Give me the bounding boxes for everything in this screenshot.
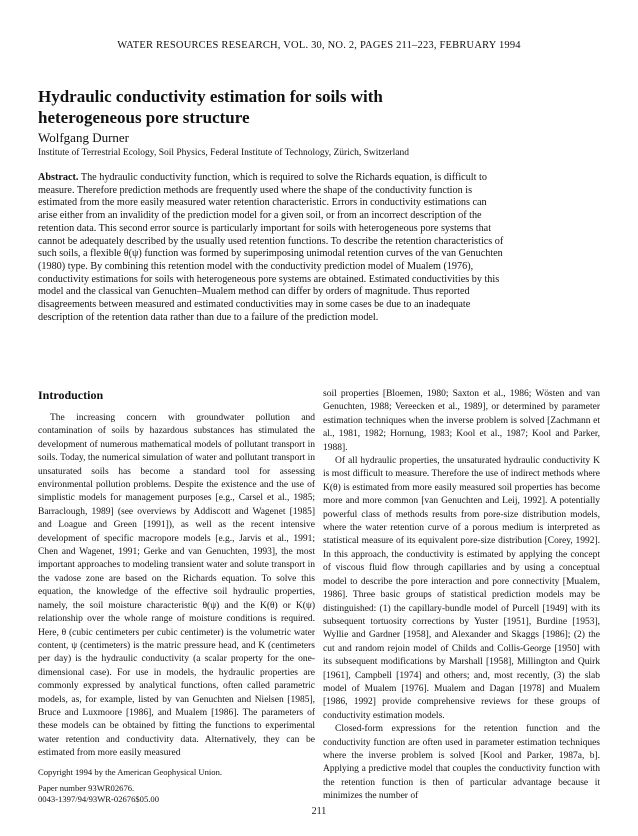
paper-number: Paper number 93WR02676. <box>38 782 135 793</box>
abstract-text: The hydraulic conductivity function, which is required to solve the Richards equation, is difficult to measure. Therefore prediction methods are frequently used where the shape of the conductivity function is estimated from the more easily measured water retention characteristic. Errors in conductivity estimations can arise either from an invalidity of the prediction model for a given soil, or from an incorrect description of the retention data. This second error source is particularly important for soils with heterogeneous pore systems that cannot be adequately described by the usually used retention functions. To describe the retention characteristics of such soils, a flexible θ(ψ) function was formed by superimposing unimodal retention curves of the van Genuchten (1980) type. By combining this retention model with the conductivity prediction model of Mualem (1976), conductivity estimations for soils with heterogeneous pore systems are obtained. Estimated conductivities by this model and the classical van Genuchten–Mualem method can differ by orders of magnitude. Thus reported disagreements between measured and estimated conductivities may in some cases be due to an inadequate description of the retention data rather than due to a failure of the prediction model. <box>38 172 504 323</box>
running-head: WATER RESOURCES RESEARCH, VOL. 30, NO. 2, PAGES 211–223, FEBRUARY 1994 <box>117 40 521 51</box>
right-column <box>323 388 600 804</box>
abstract-label: Abstract. <box>38 172 79 183</box>
introduction-paragraph-2: soil properties [Bloemen, 1980; Saxton et al., 1986; Wösten and van Genuchten, 1988; Vereecken et al., 1989], or determined by parameter estimation techniques when the inverse problem is solved [Zachmann et al., 1981, 1982; Hornung, 1983; Kool et al., 1987; Kool and Parker, 1988]. <box>323 389 600 453</box>
introduction-paragraph-1: The increasing concern with groundwater pollution and contamination of soils by hazardous substances has stimulated the development of numerous mathematical models of pollutant transport in soils. Today, the numerical simulation of water and pollutant transport in unsaturated soils has become a standard tool for assessing environmental pollution problems. Despite the existence and the use of simplistic models for management purposes [e.g., Carsel et al., 1985; Barraclough, 1989] (see overviews by Addiscott and Wagenet [1985] and Loague and Green [1991]), as well as the recent intensive development of specific macropore models [e.g., Jarvis et al., 1991; Chen and Wagenet, 1991; Gerke and van Genuchten, 1993], the most important approaches to modeling transient water and solute transport in the vadose zone are based on the Richards equation. To solve this equation, the knowledge of the effective soil hydraulic properties, namely, the soil moisture characteristic θ(ψ) and the K(θ) or K(ψ) relationship over the whole range of moisture conditions is required. Here, θ (cubic centimeters per cubic centimeter) is the volumetric water content, ψ (centimeters) is the matric pressure head, and K (centimeters per day) is the hydraulic conductivity (a scalar property for the one-dimensional case). For use in models, the hydraulic properties are commonly expressed by analytical functions, often called parametric models, as, for example, listed by van Genuchten and Nielsen [1985], Bruce and Luxmoore [1986], and Mualem [1986]. The parameters of these models can be obtained by fitting the functions to experimental water retention and conductivity data. Alternatively, they can be estimated from more easily measured <box>38 413 315 759</box>
author-affiliation: Institute of Terrestrial Ecology, Soil Physics, Federal Institute of Technology, Zürich, Switzerland <box>38 148 409 158</box>
section-heading-introduction: Introduction <box>38 388 104 402</box>
article-title: Hydraulic conductivity estimation for soils with heterogeneous pore structure <box>38 87 383 127</box>
footnote <box>38 767 315 805</box>
author-name: Wolfgang Durner <box>38 130 130 145</box>
introduction-paragraph-4: Closed-form expressions for the retention function and the conductivity function are often used in parameter estimation techniques where the inverse problem is solved [Kool and Parker, 1987a, b]. Applying a predictive model that couples the conductivity function with the retention function is then of particular advantage because it minimizes the number of <box>323 724 600 802</box>
left-column <box>38 388 315 805</box>
copyright-note: Copyright 1994 by the American Geophysical Union. <box>38 766 223 777</box>
page-number: 211 <box>311 806 327 817</box>
introduction-paragraph-3: Of all hydraulic properties, the unsaturated hydraulic conductivity K is most difficult to measure. Therefore the use of indirect methods where K(θ) is estimated from more easily measured soil properties has become more and more common [van Genuchten and Leij, 1992]. A potentially powerful class of methods results from pore-size distribution models, where the water retention curve of a porous medium is interpreted as statistical measure of its equivalent pore-size distribution [Corey, 1992]. In this approach, the conductivity is estimated by applying the concept of viscous fluid flow through capillaries and by using a conceptual model to describe the pore interaction and pore connectivity [Mualem, 1986]. Three basic groups of statistical prediction models may be distinguished: (1) the capillary-bundle model of Purcell [1949] with its subsequent tortuosity corrections by Yuster [1951], Burdine [1953], Wyllie and Gardner [1958], and Alexander and Skaggs [1986]; (2) the cut and random rejoin model of Childs and Collis-George [1950] with its subsequent modifications by Marshall [1958], Millington and Quirk [1961], Campbell [1974] and others; and, most recently, (3) the slab model of Mualem [1976]. Mualem and Dagan [1978] and Mualem [1986, 1992] provide comprehensive reviews for these groups of conductivity estimation models. <box>323 456 600 721</box>
abstract <box>38 172 508 324</box>
issn-code: 0043-1397/94/93WR-02676$05.00 <box>38 793 160 804</box>
